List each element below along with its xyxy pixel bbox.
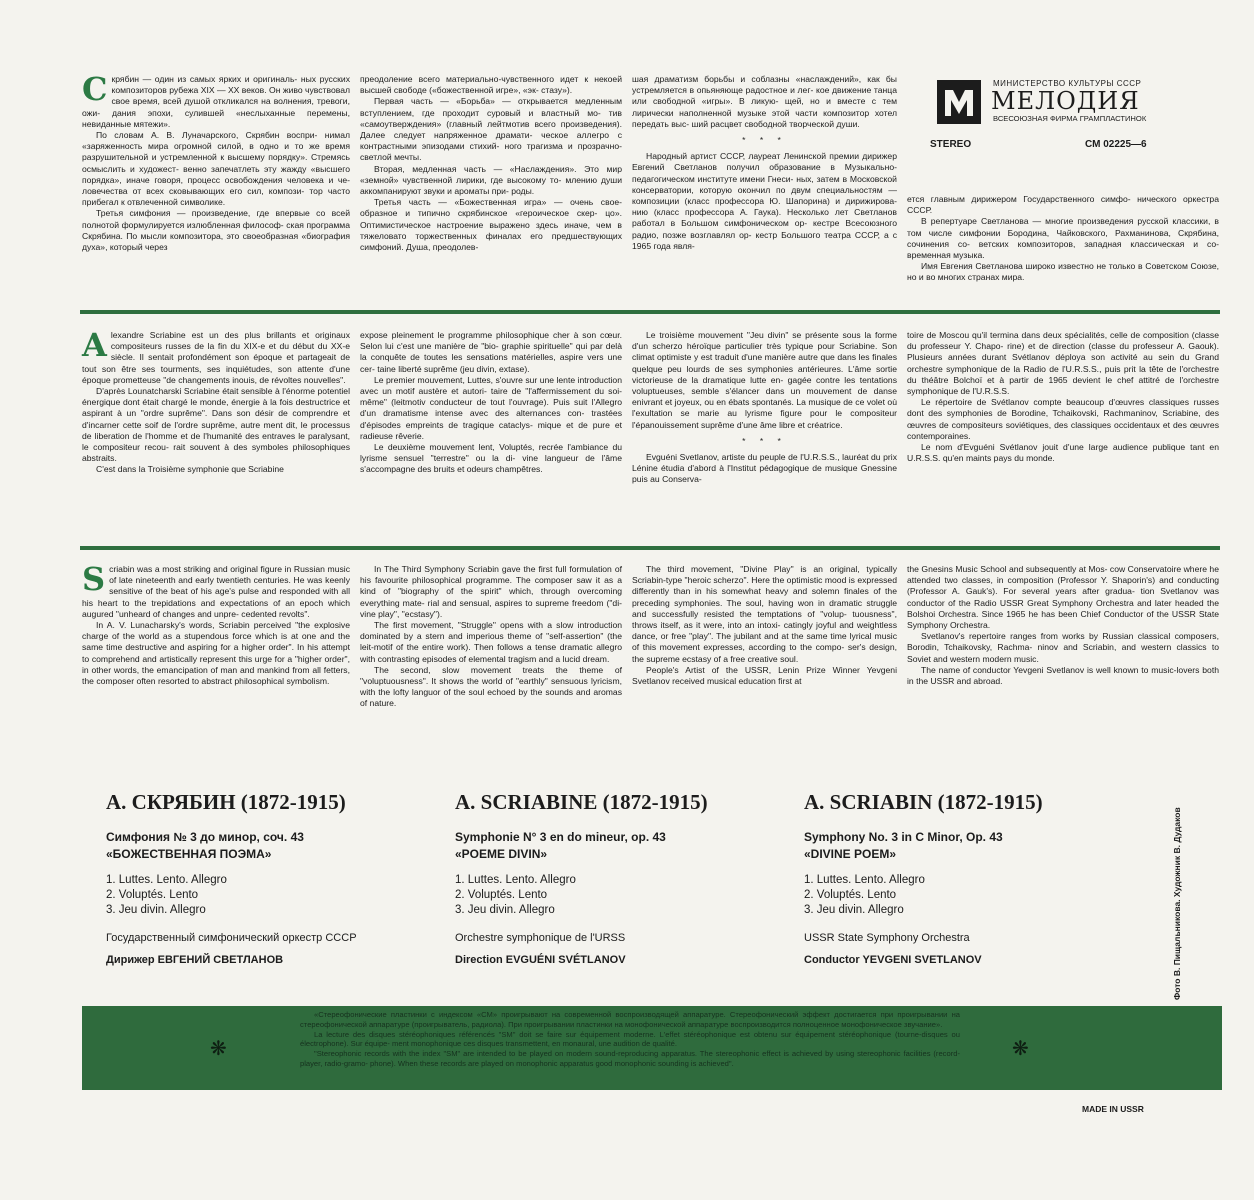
melodiya-logo [935, 78, 1165, 124]
en-col-3 [632, 564, 897, 687]
paragraph: The second, slow movement treats the theme of "voluptuousness". It shows the world of "earthly" sensuous lyricism, with the lofty languor of the soul echoed by the sounds and aromas of nature. [360, 664, 622, 709]
paragraph: Третья часть — «Божественная игра» — очень свое- образное и типично скрябинское «героическое скер- цо». Оптимистическое настроение выражено здесь иначе, чем в тяжеловато торжественных финалах его предшествующих симфоний. Душа, преодолев- [360, 197, 622, 253]
stereo-label: STEREO [930, 139, 972, 150]
program-russian [106, 790, 436, 966]
en-col-2 [360, 564, 622, 710]
paragraph: Svetlanov's repertoire ranges from works by Russian classical composers, Borodin, Tchaikovsky, Rachma- ninov and Scriabin, and western classics to Soviet and western modern music. [907, 631, 1219, 664]
melodiya-logo-icon [935, 78, 983, 126]
paragraph: C'est dans la Troisième symphonie que Scriabine [96, 464, 284, 475]
logo-firm: ВСЕСОЮЗНАЯ ФИРМА ГРАМПЛАСТИНОК [993, 114, 1147, 123]
conductor: Direction EVGUÉNI SVÉTLANOV [455, 954, 626, 966]
photo-credits: Фото В. Пищальникова. Художник В. Дудаков [1172, 807, 1182, 1000]
flower-ornament-icon: ❋ [210, 1038, 227, 1060]
track: 1. Luttes. Lento. Allegro [804, 874, 925, 886]
paragraph: преодоление всего материально-чувственного идет к некоей высшей свободе («божественной игре», «эк- стазу»). [360, 74, 622, 96]
work-name: «DIVINE POEM» [804, 847, 897, 861]
paragraph: Le nom d'Evguéni Svétlanov jouit d'une large audience publique tant en U.R.S.S. qu'en maints pays du monde. [907, 442, 1219, 464]
paragraph: Первая часть — «Борьба» — открывается медленным вступлением, где проходит суровый и властный мо- тив «самоутверждения» (главный лейтмотив всего произведения). Далее следует напряженное драмати- ческое аллегро с контрастными эпизодами стихий- ного трагизма и прозрачно-светлой мечты. [360, 96, 622, 163]
en-col-1 [82, 560, 350, 687]
drop-cap: С [82, 70, 108, 108]
fr-col-4 [907, 330, 1219, 464]
program-title: A. SCRIABIN (1872-1915) [804, 790, 1043, 814]
section-divider [80, 310, 1220, 314]
paragraph: крябин — один из самых ярких и оригиналь- ных русских композиторов рубежа XIX — XX веков. Он живо чувствовал свое время, всей душой откликался на волнения, тревоги, ожи- дания эпохи, сулившей «неслыханные перемены, невиданные мятежи». [82, 74, 351, 129]
paragraph: expose pleinement le programme philosophique cher à son cœur. Selon lui c'est une manière de "bio- graphie spirituelle" qui par delà la conquête de toutes les sensations matérielles, aspire vers une cer- taine liberté suprême (jeu divin, extase). [360, 330, 622, 374]
flower-ornament-icon: ❋ [1012, 1038, 1029, 1060]
work-name: «POEME DIVIN» [455, 847, 548, 861]
track: 2. Voluptés. Lento [804, 889, 897, 901]
logo-ministry: МИНИСТЕРСТВО КУЛЬТУРЫ СССР [993, 79, 1142, 88]
fr-col-2 [360, 330, 622, 476]
ru-col-2 [360, 74, 622, 253]
made-in-label: MADE IN USSR [1082, 1104, 1144, 1114]
paragraph: ется главным дирижером Государственного симфо- нического оркестра СССР. [907, 194, 1219, 216]
paragraph: In A. V. Lunacharsky's words, Scriabin perceived "the explosive charge of the world as a stupendous force which is at one and the same time destructive and aspiring for a higher order". In his attempt to comprehend and artistically represent this urge for a "higher order", in other words, the emancipation of man and mankind from all fetters, the composer often resorted to abstract philosophical symbolism. [82, 620, 350, 687]
paragraph: Le répertoire de Svétlanov compte beaucoup d'œuvres classiques russes dont des symphonies de Borodine, Tchaikovski, Rachmaninov, Scriabine, des œuvres de compositeurs soviétiques, des classiques occidentaux et des œuvres contemporaines. [907, 397, 1219, 441]
separator-stars: * * * [742, 135, 787, 146]
ru-col-3 [632, 74, 897, 252]
section-divider [80, 546, 1220, 550]
en-col-4 [907, 564, 1219, 687]
paragraph: Вторая, медленная часть — «Наслаждения». Это мир «земной» чувственной лирики, где высокому то- млению души аккомпанируют звуки и ароматы при- роды. [360, 163, 622, 197]
paragraph: По словам А. В. Луначарского, Скрябин воспри- нимал «заряженность мира огромной силой, в одно и то же время разрушительной и устремленной к высшему порядку». Стремясь осмыслить и художест- венно запечатлеть эту жажду «высшего порядка», иначе говоря, процесс освобождения человека и че- ловечества от всех сковывающих его сил, компози- тор часто прибегал к отвлеченной символике. [82, 130, 350, 208]
paragraph: criabin was a most striking and original figure in Russian music of late nineteenth and early twentieth centuries. He was keenly sensitive of the beat of his age's pulse and responded with all his heart to the trepidations and expectations of an epoch which augured "unheard of changes and unpre- cedented revolts". [82, 564, 350, 619]
track: 3. Jeu divin. Allegro [455, 904, 555, 916]
paragraph: The third movement, "Divine Play" is an original, typically Scriabin-type "heroic scherzo". Here the optimistic mood is expressed differently than in his somewhat heavy and solemn finales of the preceding symphonies. The soul, having won in dramatic struggle and successfully resisted the temptations of "volup- tuousness", throws itself, as it were, into an intoxi- catingly joyful and weightless dance, or free "play". The jubilant and at the same time lyrical music of this movement expresses, according to the compo- ser's design, the supreme ecstasy of a free creative soul. [632, 564, 897, 664]
paragraph: Evguéni Svetlanov, artiste du peuple de l'U.R.S.S., lauréat du prix Lénine étudia d'abord à l'Institut pédagogique de musique Gnessine puis au Conserva- [632, 452, 897, 485]
orchestra: USSR State Symphony Orchestra [804, 932, 970, 944]
paragraph: lexandre Scriabine est un des plus brillants et originaux compositeurs russes de la fin du XIX-e et du début du XX-e siècle. Il sentait profondément son époque et partageait de tout son être ses tourments, ses inquiétudes, son attente d'une époque prometteuse "de changements inouis, de révoltes nouvelles". [82, 330, 350, 385]
program-english [804, 790, 1134, 966]
program-title: А. СКРЯБИН (1872-1915) [106, 790, 346, 814]
work-title: Symphonie N° 3 en do mineur, op. 43 [455, 830, 666, 844]
notice-paragraph: «Стереофонические пластинки с индексом «СМ» проигрывают на современной воспроизводящей аппаратуре. Стереофонический эффект достигается при проигрывании на стереофонической аппаратуре (проигрыватель, радиола). При проигрывании пластинки на монофонической аппаратуре воспроизводится полноценное монофоническое звучание». [300, 1010, 960, 1029]
work-name: «БОЖЕСТВЕННАЯ ПОЭМА» [106, 847, 272, 861]
paragraph: The first movement, "Struggle" opens with a slow introduction dominated by a stern and imperious theme of "self-assertion" (the leit-motif of the entire work). Then follows a tense dramatic allegro with contrasting episodes of elemental tragism and a lucid dream. [360, 620, 622, 664]
paragraph: D'après Lounatcharski Scriabine était sensible à l'énorme potentiel énergique dont était chargé le monde, énergie à la fois destructrice et aspirant à un "ordre suprême". Dans son désir de comprendre et d'incarner cette soif de l'ordre suprême, autre ment dit, le processus de liberation de l'homme et de l'humanité des entraves le paralysant, le compositeur recou- rait souvent à des symboles philosophiques abstraits. [82, 386, 350, 464]
paragraph: Le premier mouvement, Luttes, s'ouvre sur une lente introduction avec un motif austère et autori- taire de "l'affermissement du soi-même" (leitmotiv conducteur de tout l'ouvrage). Puis suit l'Allegro d'un dramatisme intense avec des alternances con- trastées d'épisodes empreints de tragique cataclys- mique et de pure et radieuse rêverie. [360, 374, 622, 441]
notice-paragraph: La lecture des disques stéréophoniques référencés "SM" doit se faire sur équipement moderne. L'effet stéréophonique est obtenu sur équipement stéréophonique (tourne-disques ou électrophone). Sur équipe- ment monophonique ces disques transmettent, en monaural, une audition de qualité. [300, 1029, 960, 1049]
track: 1. Luttes. Lento. Allegro [455, 874, 576, 886]
logo-brand: МЕЛОДИЯ [991, 87, 1140, 115]
paragraph: the Gnesins Music School and subsequently at Mos- cow Conservatoire where he attended two classes, in composition (Professor Y. Shaporin's) and conducting (Professor A. Gauk's). For several years after gradua- tion Svetlanov was conductor of the Radio USSR Great Symphony Orchestra and later headed the Bolshoi Orchestra. Since 1965 he has been Chief Conductor of the USSR State Symphony Orchestra. [907, 564, 1219, 631]
orchestra: Государственный симфонический оркестр СССР [106, 932, 357, 944]
fr-col-1 [82, 326, 350, 476]
paragraph: Le deuxième mouvement lent, Voluptés, recrée l'ambiance du lyrisme sensuel "terrestre" ou la di- vine langueur de l'âme s'accompagne des bruits et odeurs champêtres. [360, 442, 622, 475]
conductor: Conductor YEVGENI SVETLANOV [804, 954, 982, 966]
paragraph: Третья симфония — произведение, где впервые со всей полнотой формулируется излюбленная философ- ская программа Скрябина. По мысли композитора, это своеобразная «биография духа», который через [82, 208, 350, 253]
stereo-notice-text [300, 1010, 960, 1069]
program-title: A. SCRIABINE (1872-1915) [455, 790, 708, 814]
drop-cap: A [82, 326, 107, 364]
paragraph: toire de Moscou qu'il termina dans deux spécialités, celle de composition (classe du professeur Y. Chapo- rine) et de direction (classe du professeur A. Gaouk). Plusieurs années durant Svétlanov déploya son activité au sein du Grand orchestre symphonique de la Radio de l'U.R.S.S., puis prit la tête de l'orchestre du théâtre Bolchoï et à partir de 1965 devient le chef attitré de l'orchestre symphonique de l'U.R.S.S. [907, 330, 1219, 397]
track: 3. Jeu divin. Allegro [804, 904, 904, 916]
work-title: Symphony No. 3 in C Minor, Op. 43 [804, 830, 1003, 844]
conductor: Дирижер ЕВГЕНИЙ СВЕТЛАНОВ [106, 954, 284, 966]
track: 3. Jeu divin. Allegro [106, 904, 206, 916]
paragraph: People's Artist of the USSR, Lenin Prize Winner Yevgeni Svetlanov received musical education first at [632, 664, 897, 687]
track: 1. Luttes. Lento. Allegro [106, 874, 227, 886]
orchestra: Orchestre symphonique de l'URSS [455, 932, 626, 944]
paragraph: Народный артист СССР, лауреат Ленинской премии дирижер Евгений Светланов получил образование в Музыкально-педагогическом институте имени Гнеси- ных, затем в Московской консерватории, которую окончил по двум специальностям — композиции (класс профессора Ю. Шапорина) и дирижирова- нию (класс профессора А. Гаука). Несколько лет Светланов работал в Большом симфоническом ор- кестре Всесоюзного радио, позже возглавлял ор- кестр Большого театра СССР, а с 1965 года явля- [632, 151, 897, 251]
ru-col-1 [82, 70, 351, 253]
drop-cap: S [82, 560, 106, 598]
paragraph: шая драматизм борьбы и соблазны «наслаждений», как бы устремляется в опьяняюще радостное и лег- кое движение танца или свободной «игры». В ликую- щей, но и вместе с тем лирически наполненной музыке этой части композитор хотел передать выс- ший расцвет свободной творческой души. [632, 74, 897, 129]
paragraph: The name of conductor Yevgeni Svetlanov is well known to music-lovers both in the USSR and abroad. [907, 664, 1219, 687]
separator-stars: * * * [742, 435, 787, 446]
program-french [455, 790, 785, 966]
paragraph: Le troisième mouvement "Jeu divin" se présente sous la forme d'un scherzo héroïque particulier très typique pour Scriabine. Son climat optimiste y est traduit d'une manière autre que dans les finales quelque peu lourds de ses symphonies antérieures. L'âme sortie victorieuse de la dramatique lutte en- gagée contre les tentations voluptueuses, semble s'élancer dans un mouvement de danse enivrant et joyeux, ou en ébats spontanés. La musique de ce volet où l'exultation se marie au lyrisme figure pour le compositeur l'épanouissement suprême d'une âme libre et créatrice. [632, 330, 897, 430]
track: 2. Voluptés. Lento [106, 889, 199, 901]
track: 2. Voluptés. Lento [455, 889, 548, 901]
catalog-number: СМ 02225—6 [1085, 139, 1147, 150]
paragraph: Имя Евгения Светланова широко известно не только в Советском Союзе, но и во многих странах мира. [907, 261, 1219, 283]
paragraph: В репертуаре Светланова — многие произведения русской классики, в том числе симфонии Бородина, Чайковского, Рахманинова, Скрябина, сочинения со- ветских композиторов, западная классическая и со- временная музыка. [907, 216, 1219, 261]
work-title: Симфония № 3 до минор, соч. 43 [106, 830, 304, 844]
notice-paragraph: "Stereophonic records with the index "SM" are intended to be played on modern sound-reproducing apparatus. The stereophonic effect is achieved by using stereophonic facilities (record-player, radio-gramo- phone). When these records are played on monophonic apparatus good monophonic sounding is achieved". [300, 1049, 960, 1068]
paragraph: In The Third Symphony Scriabin gave the first full formulation of his favourite philosophical programme. The composer saw it as a kind of "biography of the spirit" which, through overcoming everything mate- rial and sensual, aspires to supreme freedom ("di- vine play", "ecstasy"). [360, 564, 622, 619]
ru-col-4 [907, 194, 1219, 284]
fr-col-3 [632, 330, 897, 486]
